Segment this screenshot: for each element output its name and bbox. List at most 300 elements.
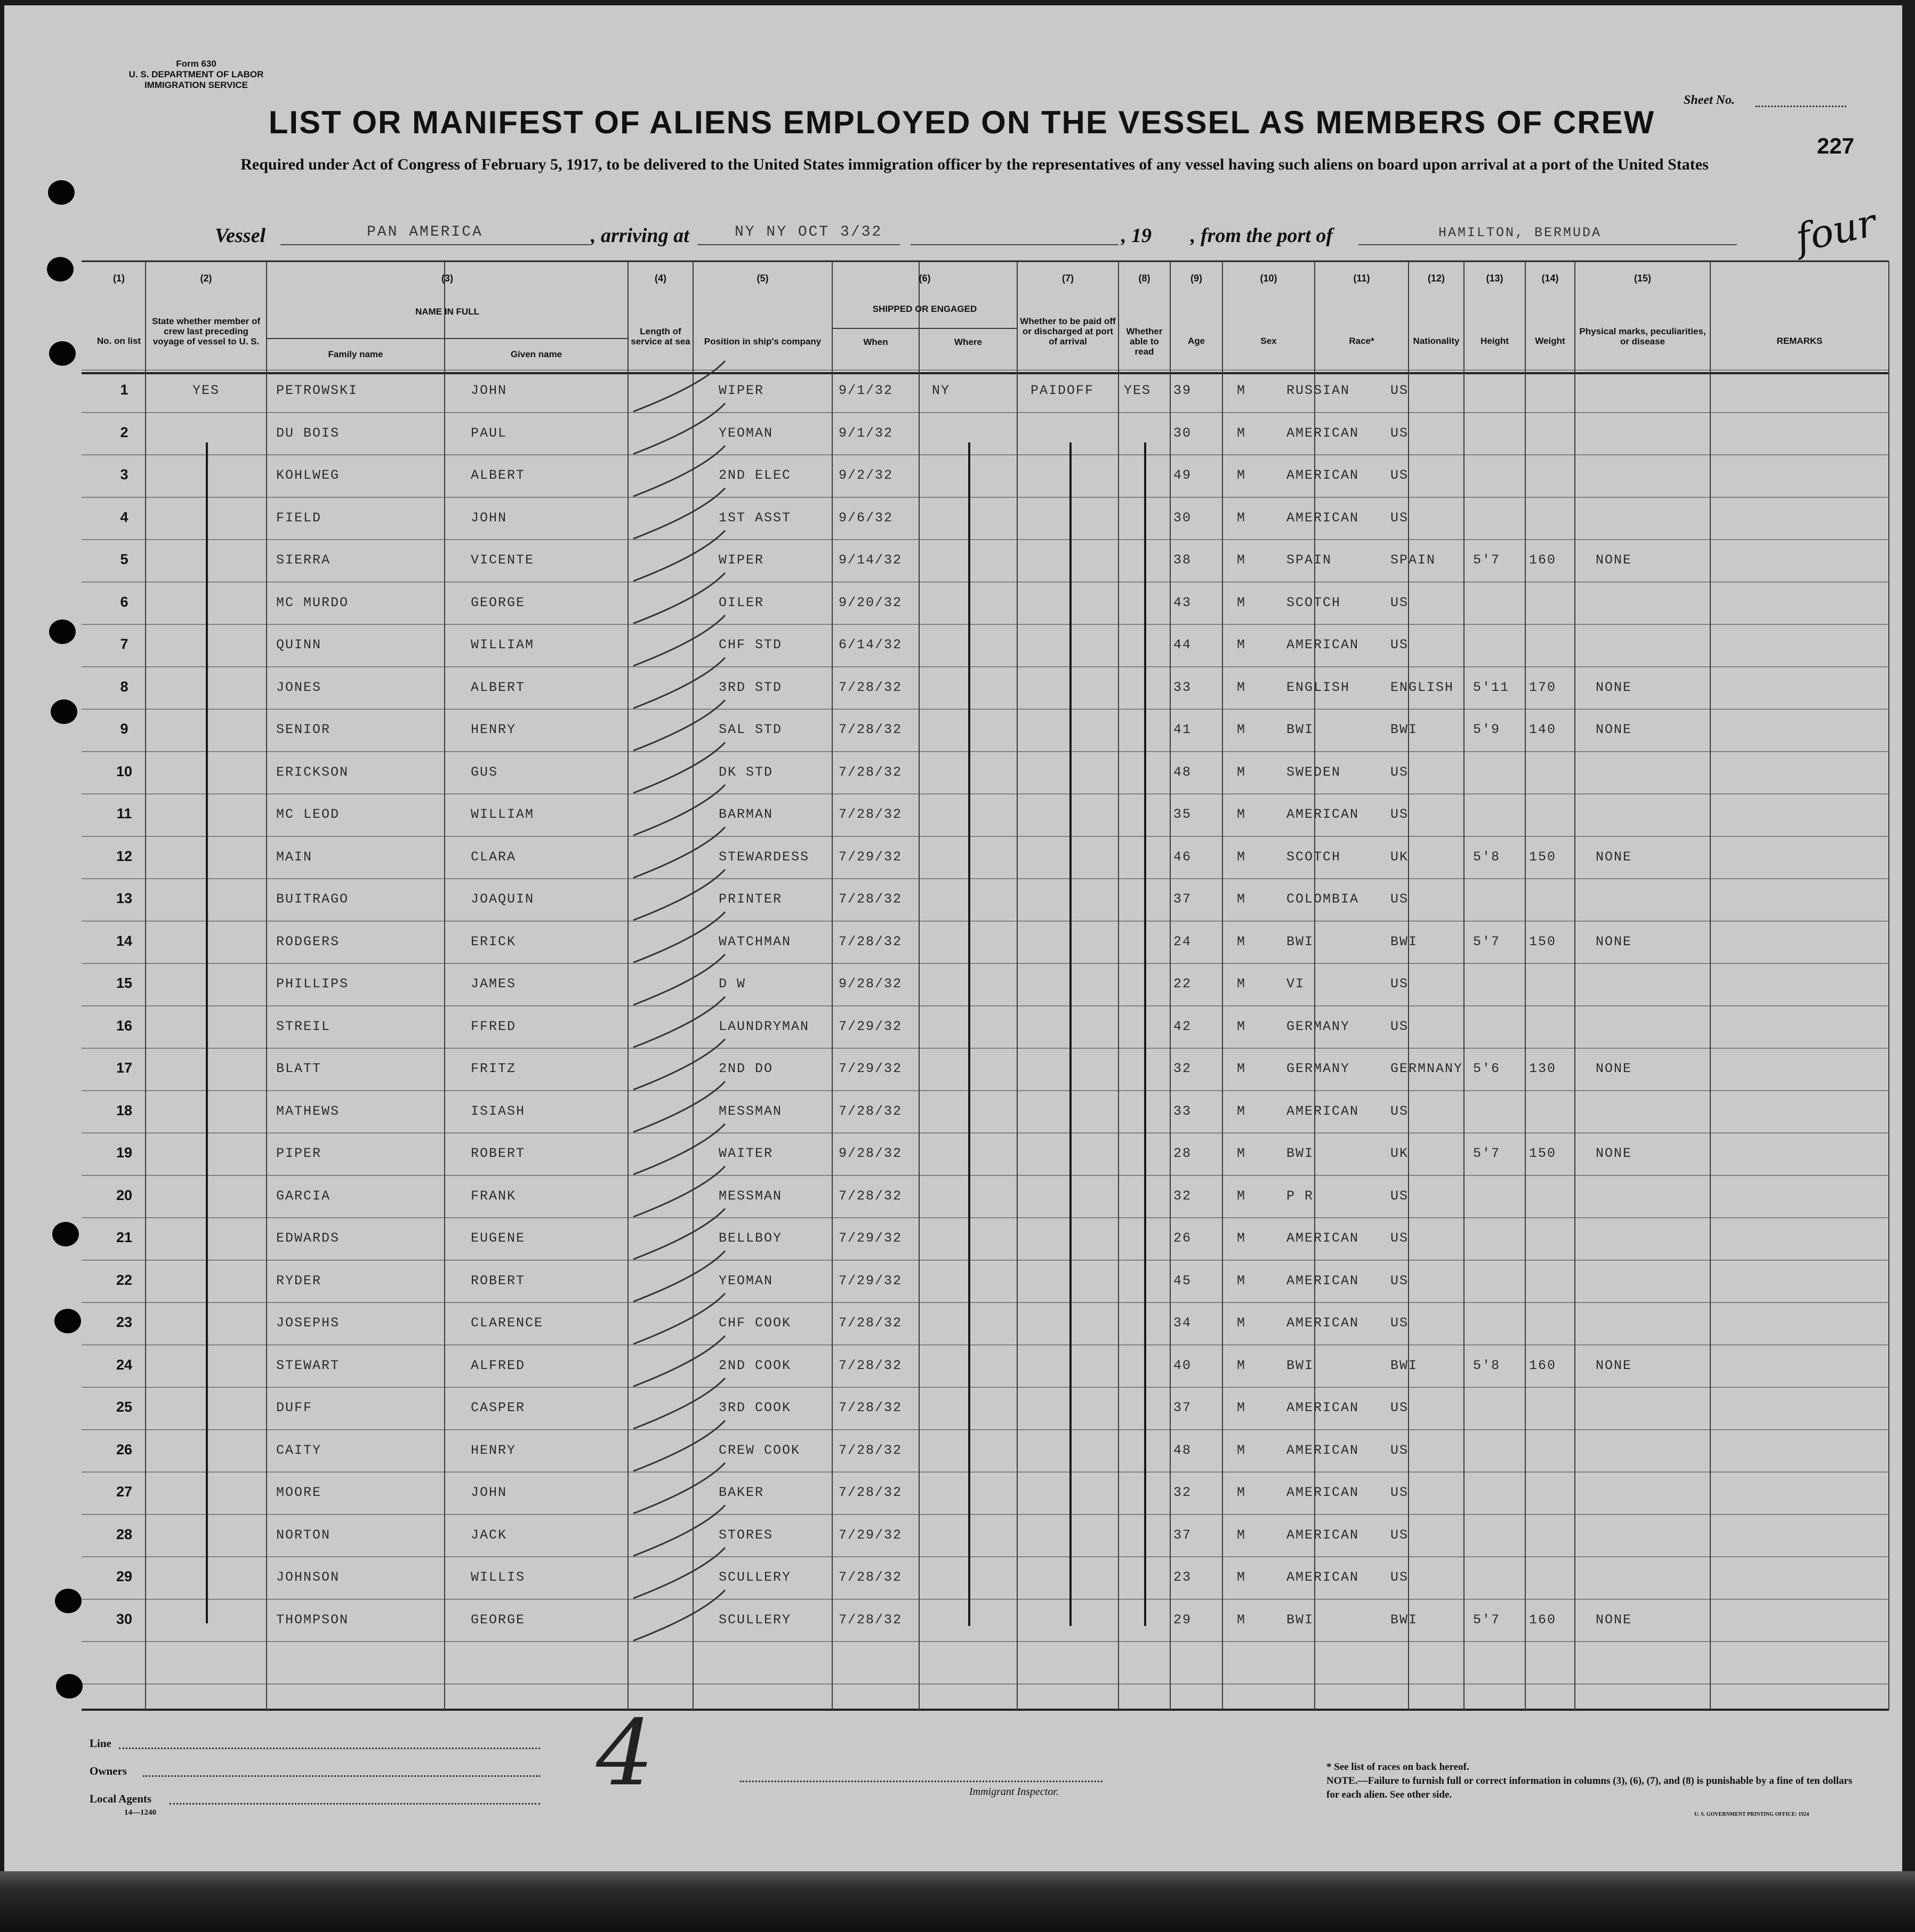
cell-marks: NONE bbox=[1596, 1357, 1632, 1373]
cell-sex: M bbox=[1237, 933, 1246, 949]
row-number: 8 bbox=[120, 678, 128, 695]
cell-family: MC LEOD bbox=[276, 807, 340, 822]
cell-age: 32 bbox=[1173, 1061, 1192, 1076]
page-subtitle: Required under Act of Congress of February 5, 1917, to be delivered to the United States immigration officer by the representatives of any vessel having such aliens on board upon arrival at a port of the United States bbox=[240, 156, 1709, 173]
cell-age: 37 bbox=[1173, 1400, 1192, 1415]
cell-given: PAUL bbox=[471, 425, 508, 441]
cell-sex: M bbox=[1237, 764, 1246, 780]
inspector-signature-line bbox=[740, 1781, 1103, 1782]
cell-family: PHILLIPS bbox=[276, 976, 349, 992]
cell-sex: M bbox=[1237, 1400, 1246, 1415]
cell-prev: YES bbox=[192, 383, 220, 398]
cell-weight: 130 bbox=[1529, 1061, 1557, 1076]
column-header: Sex bbox=[1260, 336, 1277, 346]
races-note: * See list of races on back hereof. bbox=[1326, 1761, 1469, 1773]
cell-when: 9/28/32 bbox=[839, 1146, 903, 1161]
cell-age: 40 bbox=[1173, 1357, 1192, 1373]
service-name: IMMIGRATION SERVICE bbox=[144, 80, 248, 90]
cell-given: ALFRED bbox=[471, 1357, 526, 1373]
cell-position: MESSMAN bbox=[719, 1188, 783, 1204]
cell-given: FRITZ bbox=[471, 1061, 517, 1076]
cell-given: GEORGE bbox=[471, 1612, 526, 1628]
cell-race: AMERICAN bbox=[1286, 425, 1359, 441]
cell-nat: GERMNANY bbox=[1390, 1061, 1463, 1076]
row-number: 24 bbox=[116, 1356, 133, 1373]
cell-given: JAMES bbox=[471, 976, 517, 992]
column-number: (8) bbox=[1138, 273, 1150, 284]
punch-hole bbox=[47, 257, 74, 281]
cell-marks: NONE bbox=[1596, 849, 1632, 865]
cell-age: 34 bbox=[1173, 1315, 1192, 1331]
from-port-label: , from the port of bbox=[1190, 224, 1333, 247]
ditto-stroke bbox=[633, 954, 725, 1005]
punch-hole bbox=[54, 1309, 81, 1333]
cell-position: LAUNDRYMAN bbox=[719, 1018, 810, 1034]
punch-hole bbox=[55, 1589, 82, 1613]
cell-when: 9/6/32 bbox=[839, 510, 894, 526]
column-number: (6) bbox=[919, 273, 931, 284]
cell-race: RUSSIAN bbox=[1286, 383, 1350, 398]
cell-height: 5'7 bbox=[1473, 552, 1501, 568]
cell-sex: M bbox=[1237, 1527, 1246, 1543]
column-header: No. on list bbox=[96, 336, 141, 346]
row-number: 10 bbox=[116, 763, 133, 779]
cell-age: 44 bbox=[1173, 637, 1192, 653]
ditto-stroke bbox=[633, 1590, 725, 1641]
cell-height: 5'9 bbox=[1473, 722, 1501, 737]
ditto-stroke bbox=[633, 446, 725, 496]
cell-sex: M bbox=[1237, 891, 1246, 907]
cell-given: ROBERT bbox=[471, 1146, 526, 1161]
agents-form-number: 14—1240 bbox=[124, 1808, 156, 1817]
cell-given: ALBERT bbox=[471, 679, 526, 695]
cell-nat: US bbox=[1390, 1230, 1409, 1246]
cell-sex: M bbox=[1237, 976, 1246, 992]
cell-when: 7/29/32 bbox=[839, 1230, 903, 1246]
column-header: Position in ship's company bbox=[704, 336, 822, 347]
cell-sex: M bbox=[1237, 425, 1246, 441]
cell-height: 5'8 bbox=[1473, 1357, 1501, 1373]
cell-age: 41 bbox=[1173, 722, 1192, 737]
cell-position: WAITER bbox=[719, 1146, 774, 1161]
cell-age: 38 bbox=[1173, 552, 1192, 568]
column-number: (12) bbox=[1427, 273, 1445, 284]
cell-marks: NONE bbox=[1596, 1146, 1632, 1161]
cell-position: WIPER bbox=[719, 552, 765, 568]
fine-note: NOTE.—Failure to furnish full or correct information in columns (3), (6), (7), and (8) is punishable by a fine of ten dollars for each alien. See other side. bbox=[1326, 1775, 1853, 1800]
cell-family: EDWARDS bbox=[276, 1230, 340, 1246]
cell-race: BWI bbox=[1286, 722, 1314, 737]
cell-when: 7/28/32 bbox=[839, 1400, 903, 1415]
cell-race: SPAIN bbox=[1286, 552, 1332, 568]
page-title: LIST OR MANIFEST OF ALIENS EMPLOYED ON THE VESSEL AS MEMBERS OF CREW bbox=[268, 104, 1655, 140]
row-number: 7 bbox=[120, 636, 128, 652]
cell-nat: US bbox=[1390, 1442, 1409, 1458]
cell-age: 37 bbox=[1173, 1527, 1192, 1543]
cell-sex: M bbox=[1237, 1273, 1246, 1289]
cell-race: SCOTCH bbox=[1286, 849, 1341, 865]
punch-hole bbox=[56, 1674, 83, 1698]
cell-race: AMERICAN bbox=[1286, 468, 1359, 483]
cell-nat: US bbox=[1390, 1273, 1409, 1289]
cell-nat: US bbox=[1390, 1018, 1409, 1034]
cell-age: 39 bbox=[1173, 383, 1192, 398]
cell-given: ERICK bbox=[471, 933, 517, 949]
column-header: REMARKS bbox=[1776, 336, 1823, 346]
cell-race: P R bbox=[1286, 1188, 1314, 1204]
cell-age: 23 bbox=[1173, 1569, 1192, 1585]
cell-family: SENIOR bbox=[276, 722, 331, 737]
cell-family: GARCIA bbox=[276, 1188, 331, 1204]
cell-race: COLOMBIA bbox=[1286, 891, 1359, 907]
cell-race: BWI bbox=[1286, 1612, 1314, 1628]
cell-marks: NONE bbox=[1596, 552, 1632, 568]
cell-given: FRANK bbox=[471, 1188, 517, 1204]
cell-age: 48 bbox=[1173, 1442, 1192, 1458]
column-number: (7) bbox=[1062, 273, 1074, 284]
cell-race: AMERICAN bbox=[1286, 1315, 1359, 1331]
cell-given: WILLIS bbox=[471, 1569, 526, 1585]
cell-nat: US bbox=[1390, 764, 1409, 780]
ditto-stroke bbox=[633, 361, 725, 412]
row-number: 29 bbox=[116, 1568, 133, 1584]
column-header: Whether to be paid off or discharged at port of arrival bbox=[1020, 316, 1116, 347]
cell-given: VICENTE bbox=[471, 552, 535, 568]
cell-height: 5'7 bbox=[1473, 1146, 1501, 1161]
cell-family: MOORE bbox=[276, 1485, 322, 1500]
cell-race: GERMANY bbox=[1286, 1018, 1350, 1034]
cell-age: 35 bbox=[1173, 807, 1192, 822]
cell-when: 7/28/32 bbox=[839, 1612, 903, 1628]
cell-marks: NONE bbox=[1596, 1612, 1632, 1628]
column-subheader: Where bbox=[954, 337, 982, 347]
row-number: 22 bbox=[116, 1271, 133, 1288]
cell-position: SCULLERY bbox=[719, 1569, 792, 1585]
cell-age: 32 bbox=[1173, 1188, 1192, 1204]
cell-weight: 150 bbox=[1529, 1146, 1557, 1161]
row-number: 16 bbox=[116, 1017, 133, 1034]
cell-age: 30 bbox=[1173, 425, 1192, 441]
cell-position: CHF COOK bbox=[719, 1315, 792, 1331]
cell-age: 29 bbox=[1173, 1612, 1192, 1628]
cell-race: AMERICAN bbox=[1286, 510, 1359, 526]
cell-nat: US bbox=[1390, 425, 1409, 441]
cell-age: 45 bbox=[1173, 1273, 1192, 1289]
cell-race: AMERICAN bbox=[1286, 807, 1359, 822]
line-underline bbox=[119, 1748, 540, 1749]
cell-nat: US bbox=[1390, 383, 1409, 398]
cell-position: D W bbox=[719, 976, 746, 992]
cell-when: 7/29/32 bbox=[839, 1527, 903, 1543]
cell-position: WIPER bbox=[719, 383, 765, 398]
cell-height: 5'7 bbox=[1473, 933, 1501, 949]
cell-when: 9/14/32 bbox=[839, 552, 903, 568]
cell-position: MESSMAN bbox=[719, 1103, 783, 1119]
cell-family: KOHLWEG bbox=[276, 468, 340, 483]
ditto-stroke bbox=[633, 404, 725, 454]
row-number: 2 bbox=[120, 424, 128, 440]
cell-nat: US bbox=[1390, 637, 1409, 653]
ditto-stroke bbox=[633, 1039, 725, 1090]
cell-family: JOSEPHS bbox=[276, 1315, 340, 1331]
cell-sex: M bbox=[1237, 679, 1246, 695]
cell-when: 7/29/32 bbox=[839, 1018, 903, 1034]
cell-family: JONES bbox=[276, 679, 322, 695]
row-number: 23 bbox=[116, 1314, 133, 1330]
cell-sex: M bbox=[1237, 722, 1246, 737]
cell-given: JACK bbox=[471, 1527, 508, 1543]
cell-given: CLARA bbox=[471, 849, 517, 865]
cell-sex: M bbox=[1237, 1103, 1246, 1119]
row-number: 26 bbox=[116, 1441, 133, 1458]
cell-age: 37 bbox=[1173, 891, 1192, 907]
ditto-stroke bbox=[633, 870, 725, 920]
cell-position: WATCHMAN bbox=[719, 933, 792, 949]
row-number: 12 bbox=[116, 848, 133, 864]
punch-hole bbox=[49, 619, 76, 644]
owners-underline bbox=[143, 1775, 540, 1777]
cell-age: 24 bbox=[1173, 933, 1192, 949]
row-number: 27 bbox=[116, 1484, 133, 1500]
ditto-stroke bbox=[633, 997, 725, 1048]
arriving-label: , arriving at bbox=[591, 224, 689, 247]
cell-when: 6/14/32 bbox=[839, 637, 903, 653]
ditto-stroke bbox=[633, 530, 725, 581]
cell-given: JOAQUIN bbox=[471, 891, 535, 907]
cell-nat: US bbox=[1390, 594, 1409, 610]
cell-nat: UK bbox=[1390, 1146, 1409, 1161]
cell-family: BUITRAGO bbox=[276, 891, 349, 907]
cell-family: FIELD bbox=[276, 510, 322, 526]
cell-family: MAIN bbox=[276, 849, 313, 865]
cell-given: WILLIAM bbox=[471, 807, 535, 822]
column-number: (11) bbox=[1353, 273, 1370, 284]
cell-nat: ENGLISH bbox=[1390, 679, 1454, 695]
cell-when: 7/28/32 bbox=[839, 1315, 903, 1331]
cell-family: CAITY bbox=[276, 1442, 322, 1458]
owners-label: Owners bbox=[90, 1765, 127, 1777]
cell-race: AMERICAN bbox=[1286, 1273, 1359, 1289]
cell-position: CREW COOK bbox=[719, 1442, 801, 1458]
cell-marks: NONE bbox=[1596, 1061, 1632, 1076]
ditto-stroke bbox=[633, 1463, 725, 1514]
row-number: 15 bbox=[116, 975, 133, 991]
cell-race: BWI bbox=[1286, 1146, 1314, 1161]
column-header: Nationality bbox=[1413, 336, 1460, 346]
vessel-label: Vessel bbox=[215, 224, 265, 247]
cell-position: STORES bbox=[719, 1527, 774, 1543]
ditto-stroke bbox=[633, 573, 725, 624]
cell-given: GUS bbox=[471, 764, 498, 780]
cell-given: HENRY bbox=[471, 1442, 517, 1458]
ditto-stroke bbox=[633, 1251, 725, 1302]
cell-when: 7/29/32 bbox=[839, 1061, 903, 1076]
cell-race: AMERICAN bbox=[1286, 1527, 1359, 1543]
cell-marks: NONE bbox=[1596, 679, 1632, 695]
cell-when: 9/2/32 bbox=[839, 468, 894, 483]
cell-age: 26 bbox=[1173, 1230, 1192, 1246]
local-agents-underline bbox=[170, 1803, 540, 1805]
row-number: 17 bbox=[116, 1060, 133, 1076]
cell-sex: M bbox=[1237, 1061, 1246, 1076]
cell-when: 7/28/32 bbox=[839, 1188, 903, 1204]
cell-family: PETROWSKI bbox=[276, 383, 358, 398]
cell-sex: M bbox=[1237, 1230, 1246, 1246]
cell-sex: M bbox=[1237, 1357, 1246, 1373]
cell-when: 7/28/32 bbox=[839, 1442, 903, 1458]
ditto-stroke bbox=[633, 658, 725, 709]
punch-hole bbox=[51, 699, 77, 724]
cell-position: 2ND DO bbox=[719, 1061, 774, 1076]
ditto-stroke bbox=[633, 912, 725, 963]
column-header: Age bbox=[1187, 336, 1205, 346]
cell-where: NY bbox=[932, 383, 951, 398]
cell-sex: M bbox=[1237, 807, 1246, 822]
cell-race: AMERICAN bbox=[1286, 1400, 1359, 1415]
cell-age: 30 bbox=[1173, 510, 1192, 526]
cell-nat: US bbox=[1390, 1569, 1409, 1585]
column-number: (9) bbox=[1190, 273, 1202, 284]
cell-family: DUFF bbox=[276, 1400, 313, 1415]
column-header: Race* bbox=[1349, 336, 1374, 346]
cell-given: JOHN bbox=[471, 510, 508, 526]
column-number: (3) bbox=[441, 273, 453, 284]
cell-nat: US bbox=[1390, 891, 1409, 907]
column-number: (13) bbox=[1486, 273, 1503, 284]
cell-given: HENRY bbox=[471, 722, 517, 737]
ditto-stroke bbox=[633, 1548, 725, 1598]
ditto-stroke bbox=[633, 1293, 725, 1344]
ditto-stroke bbox=[633, 1378, 725, 1429]
cell-weight: 150 bbox=[1529, 849, 1557, 865]
column-number: (15) bbox=[1634, 273, 1651, 284]
from-port-value: HAMILTON, BERMUDA bbox=[1438, 225, 1602, 240]
cell-nat: BWI bbox=[1390, 933, 1418, 949]
row-number: 13 bbox=[116, 890, 133, 906]
cell-family: STREIL bbox=[276, 1018, 331, 1034]
cell-height: 5'7 bbox=[1473, 1612, 1501, 1628]
printer-imprint: U. S. GOVERNMENT PRINTING OFFICE: 1924 bbox=[1694, 1812, 1809, 1817]
ditto-stroke bbox=[633, 700, 725, 751]
row-number: 28 bbox=[116, 1526, 133, 1542]
cell-when: 7/28/32 bbox=[839, 764, 903, 780]
cell-sex: M bbox=[1237, 510, 1246, 526]
vessel-name: PAN AMERICA bbox=[367, 224, 483, 240]
cell-when: 9/28/32 bbox=[839, 976, 903, 992]
cell-position: PRINTER bbox=[719, 891, 783, 907]
punch-hole bbox=[52, 1222, 79, 1246]
cell-family: PIPER bbox=[276, 1146, 322, 1161]
cell-when: 7/28/32 bbox=[839, 933, 903, 949]
cell-weight: 150 bbox=[1529, 933, 1557, 949]
cell-when: 7/28/32 bbox=[839, 891, 903, 907]
cell-given: WILLIAM bbox=[471, 637, 535, 653]
column-number: (2) bbox=[200, 273, 212, 284]
cell-position: 2ND COOK bbox=[719, 1357, 792, 1373]
cell-family: QUINN bbox=[276, 637, 322, 653]
cell-sex: M bbox=[1237, 637, 1246, 653]
cell-nat: US bbox=[1390, 1315, 1409, 1331]
column-subheader: When bbox=[863, 337, 888, 347]
cell-position: 1ST ASST bbox=[719, 510, 792, 526]
ditto-stroke bbox=[633, 1336, 725, 1387]
cell-nat: BWI bbox=[1390, 1612, 1418, 1628]
cell-weight: 160 bbox=[1529, 1612, 1557, 1628]
local-agents-label: Local Agents bbox=[90, 1792, 152, 1805]
cell-family: NORTON bbox=[276, 1527, 331, 1543]
row-number: 21 bbox=[116, 1229, 133, 1245]
cell-family: SIERRA bbox=[276, 552, 331, 568]
cell-sex: M bbox=[1237, 1485, 1246, 1500]
cell-race: AMERICAN bbox=[1286, 1103, 1359, 1119]
cell-age: 42 bbox=[1173, 1018, 1192, 1034]
cell-weight: 140 bbox=[1529, 722, 1557, 737]
cell-nat: US bbox=[1390, 1400, 1409, 1415]
cell-nat: BWI bbox=[1390, 1357, 1418, 1373]
column-header: State whether member of crew last preceding voyage of vessel to U. S. bbox=[151, 316, 261, 347]
cell-nat: US bbox=[1390, 976, 1409, 992]
cell-marks: NONE bbox=[1596, 933, 1632, 949]
cell-race: AMERICAN bbox=[1286, 637, 1359, 653]
cell-sex: M bbox=[1237, 594, 1246, 610]
cell-age: 43 bbox=[1173, 594, 1192, 610]
cell-age: 48 bbox=[1173, 764, 1192, 780]
handwritten-sheet-count: four bbox=[1791, 200, 1880, 261]
cell-given: CLARENCE bbox=[471, 1315, 544, 1331]
column-header: Length of service at sea bbox=[631, 326, 690, 347]
cell-race: AMERICAN bbox=[1286, 1442, 1359, 1458]
page-number: 227 bbox=[1817, 133, 1855, 158]
cell-position: BARMAN bbox=[719, 807, 774, 822]
cell-age: 33 bbox=[1173, 679, 1192, 695]
ditto-stroke bbox=[633, 615, 725, 666]
ditto-stroke bbox=[633, 1082, 725, 1132]
cell-position: 3RD STD bbox=[719, 679, 783, 695]
cell-position: DK STD bbox=[719, 764, 774, 780]
cell-when: 7/28/32 bbox=[839, 807, 903, 822]
column-number: (1) bbox=[113, 273, 125, 284]
cell-family: THOMPSON bbox=[276, 1612, 349, 1628]
row-number: 3 bbox=[120, 466, 128, 482]
cell-nat: US bbox=[1390, 510, 1409, 526]
cell-family: JOHNSON bbox=[276, 1569, 340, 1585]
punch-hole bbox=[48, 180, 75, 205]
column-header: Height bbox=[1480, 336, 1509, 346]
column-number: (5) bbox=[757, 273, 769, 284]
cell-race: SCOTCH bbox=[1286, 594, 1341, 610]
cell-given: ROBERT bbox=[471, 1273, 526, 1289]
column-number: (4) bbox=[655, 273, 666, 284]
cell-height: 5'8 bbox=[1473, 849, 1501, 865]
ditto-stroke bbox=[633, 743, 725, 793]
cell-given: ALBERT bbox=[471, 468, 526, 483]
cell-sex: M bbox=[1237, 552, 1246, 568]
cell-position: SAL STD bbox=[719, 722, 783, 737]
cell-given: FFRED bbox=[471, 1018, 517, 1034]
row-number: 18 bbox=[116, 1102, 133, 1118]
cell-sex: M bbox=[1237, 383, 1246, 398]
cell-position: YEOMAN bbox=[719, 1273, 774, 1289]
cell-when: 7/28/32 bbox=[839, 1485, 903, 1500]
cell-when: 7/28/32 bbox=[839, 679, 903, 695]
ditto-stroke bbox=[633, 785, 725, 835]
ditto-stroke bbox=[633, 488, 725, 539]
row-number: 1 bbox=[120, 382, 128, 398]
ditto-stroke bbox=[633, 1209, 725, 1259]
cell-height: 5'6 bbox=[1473, 1061, 1501, 1076]
cell-when: 7/28/32 bbox=[839, 1103, 903, 1119]
cell-race: VI bbox=[1286, 976, 1305, 992]
